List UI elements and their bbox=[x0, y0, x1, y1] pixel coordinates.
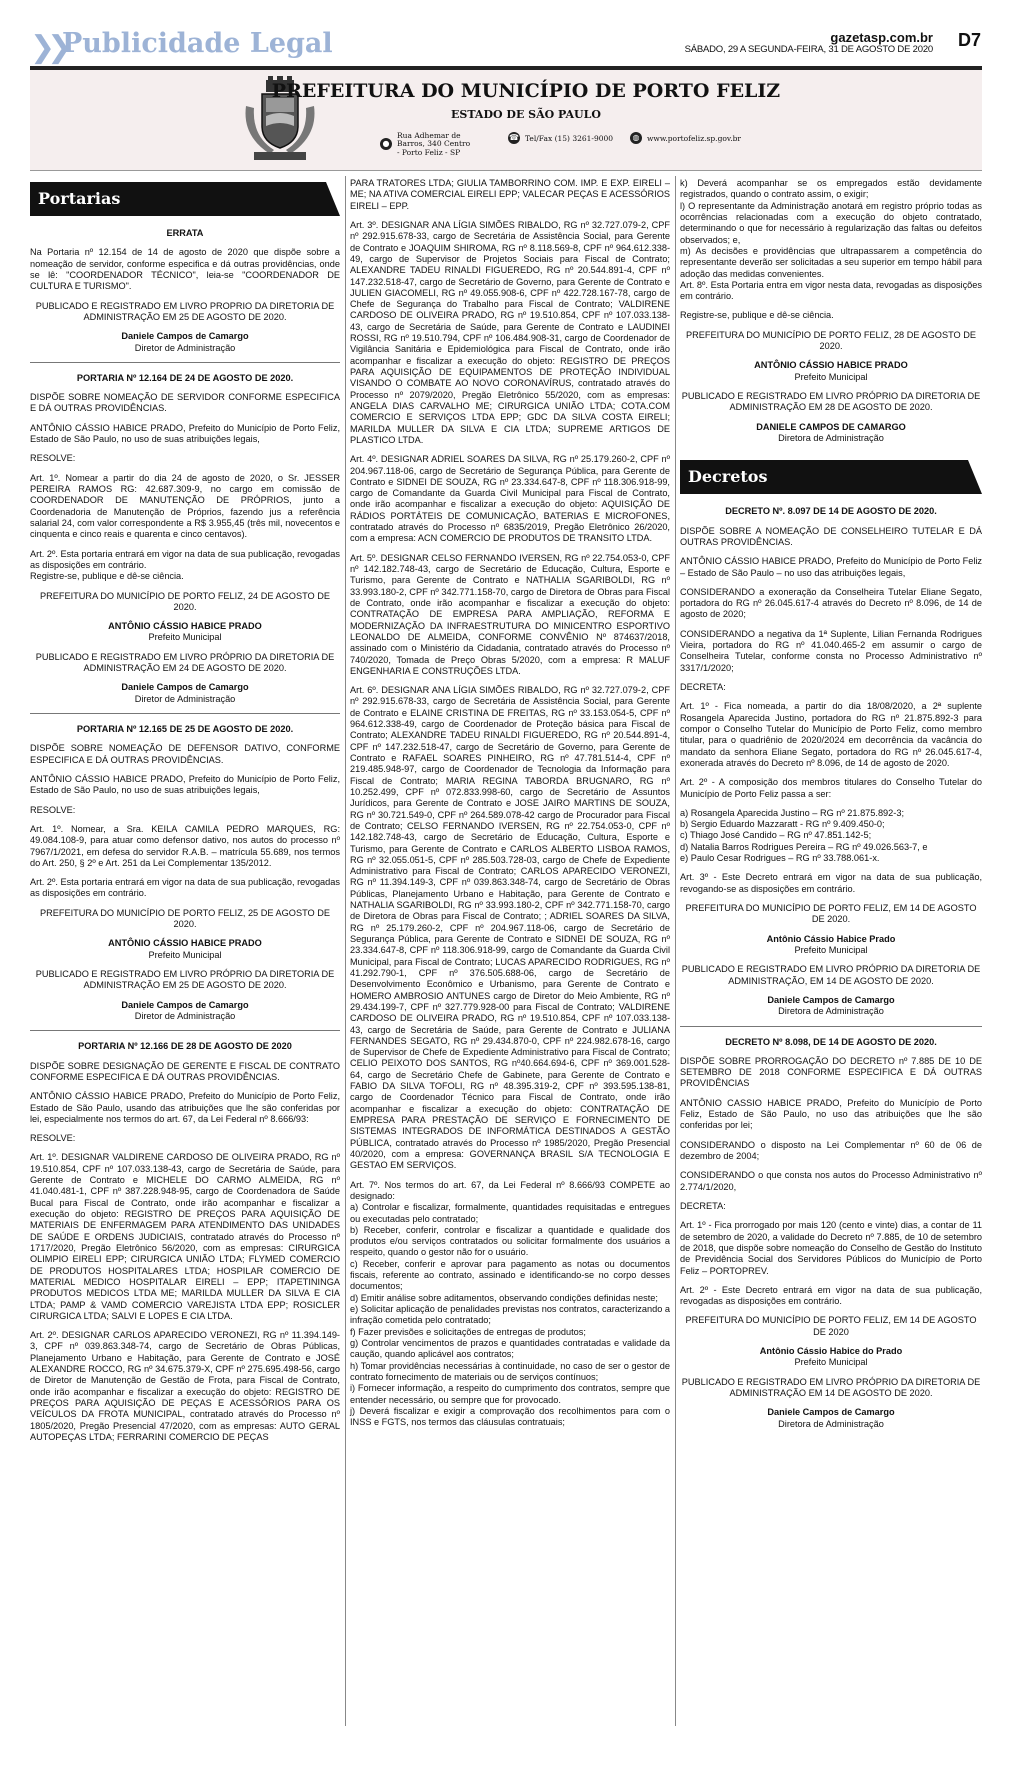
signatory-role: Diretora de Administração bbox=[778, 432, 884, 443]
considering: CONSIDERANDO a negativa da 1ª Suplente, Lilian Fernanda Rodrigues Vieira, portadora do RG nº 41.040.465-2 em assumir o cargo de Conselheira Tutelar, conforme consta no Processo Administrativo nº 3317/1/2020; bbox=[680, 628, 982, 673]
competence-list bbox=[350, 1202, 670, 1428]
list-item: d) Natalia Barros Rodrigues Pereira – RG nº 49.026.563-7, e bbox=[680, 841, 928, 852]
article: Art. 1º - Fica nomeada, a partir do dia 18/08/2020, a 2ª suplente Rosangela Aparecida Justino, portadora do RG nº 21.875.892-3 para compor o Conselho Tutelar do Município de Porto Feliz, como membro titular, para o quadriênio de 2020/2024 em decorrência da vacância do mandato da senhora Eliane Segato, portadora do RG nº 26.045.617-4, exonerada através do Decreto nº 8.096, de 14 de agosto de 2020. bbox=[680, 701, 982, 768]
phone-text: Tel/Fax (15) 3261-9000 bbox=[525, 133, 614, 143]
place-date: PREFEITURA DO MUNICÍPIO DE PORTO FELIZ, 24 DE AGOSTO DE 2020. bbox=[40, 590, 330, 612]
site-url: gazetasp.com.br bbox=[830, 30, 933, 45]
ementa: DISPÕE SOBRE A NOMEAÇÃO DE CONSELHEIRO TUTELAR E DÁ OUTRAS PROVIDÊNCIAS. bbox=[680, 525, 982, 547]
list-item: j) Deverá fiscalizar e exigir a comprovação dos recolhimentos para com o INSS e FGTS, nos termos das cláusulas contratuais; bbox=[350, 1405, 670, 1428]
list-item: a) Controlar e fiscalizar, formalmente, quantidades requisitadas e entregues ou executadas pelo contratado; bbox=[350, 1202, 670, 1224]
article: Art. 6º. DESIGNAR ANA LÍGIA SIMÕES RIBALDO, RG nº 32.727.079-2, CPF nº 292.915.678-33, cargo de Secretária de Assistência Social, para Gerente de Contrato e ELAINE CRISTINA DE FREITAS, RG nº 33.153.054-5, CPF nº 964.612.338-49, cargo de Coordenador de Proteção básica para Fiscal de Contrato; ALEXANDRE TADEU RINALDI FIGUEREDO, RG nº 20.544.891-4, CPF nº 147.232.518-47, cargo de Secretário de Governo, para Gerente de Contrato e RAFAEL SOARES PINHEIRO, RG nº 47.781.514-4, CPF nº 219.485.948-97, cargo de Coordenador de Tecnologia da Informação para Fiscal de Contrato; MARIA REGINA TABORDA BRUGNARO, RG nº 10.252.499, CPF nº 072.833.998-60, cargo de Secretário de Assuntos Jurídicos, para Gerente de Contrato e JOSE JAIRO MARTINS DE SOUZA, RG nº 30.721.549-0, CPF nº 264.589.078-42 cargo de Procurador para Fiscal de Contrato; CELSO FERNANDO IVERSEN, RG nº 22.754.053-0, CPF nº 142.182.748-43, cargo de Secretário de Educação, Cultura, Esporte e Turismo, para Gerente de Contrato e CARLOS ALBERTO LISBOA RAMOS, RG nº 32.055.051-5, CPF nº 285.503.728-03, cargo de Chefe de Expediente Administrativo para Fiscal de Contrato; CARLOS APARECIDO VERONEZI, RG nº 11.394.149-3, CPF nº 039.863.348-74, cargo de Secretário de Obras Públicas, Planejamento Urbano e Habitação, para Gerente de Contrato e NATHALIA SGARIBOLDI, RG nº 33.993.180-2, CPF nº 342.771.158-70, cargo de Diretora de Obras para Fiscal de Contrato; ; ADRIEL SOARES DA SILVA, RG nº 25.179.260-2, CPF nº 204.967.118-06, cargo de Secretário de Segurança Pública, para Gerente de Contrato e SIDNEI DE SOUZA, RG nº 23.334.647-8, CPF nº 118.306.918-99, cargo de Comandante da Guarda Civil Municipal, para Fiscal de Contrato; LUCAS APARECIDO RODRIGUES, RG nº 41.292.790-1, CPF nº 376.505.688-06, cargo de Secretário de Desenvolvimento Econômico e Urbanismo, para Gerente de Contrato e HOMERO AMBROSIO ANTUNES cargo de Diretor do Meio Ambiente, RG nº 29.434.199-7, CPF nº 327.779.928-00 para Fiscal de Contrato; VALDIRENE CARDOSO DE OLIVEIRA PRADO, RG nº 19.510.854, CPF nº 107.033.138-43, cargo de Secretária de Saúde, para Gerente de Contrato e JULIANA FERNANDES SEGATO, RG nº 29.434.870-0, CPF nº 224.982.678-16, cargo de Supervisor de Chefe de Expediente Administrativo para Fiscal de Contrato; CELIO PEIXOTO DOS SANTOS, RG nº40.664.694-6, CPF nº 369.001.528-64, cargo de Secretário Chefe de Gabinete, para Gerente de Contrato e FABIO DA SILVA TOFOLI, RG nº 48.395.319-2, CPF nº 393.595.138-81, cargo de Coordenador Técnico para Fiscal de Contrato, onde irão acompanhar e fiscalizar a execução do objeto: CONTRATAÇÃO DE EMPRESA PARA PRESTAÇÃO DE SERVIÇO E FORNECIMENTO DE SISTEMAS INTEGRADOS DE INFORMÁTICA DESTINADOS A GESTÃO PÚBLICA, contratado através do Processo nº 1985/2020, Pregão Presencial 40/2020, com a empresa: GOVERNANÇA BRASIL S/A TECNOLOGIA E GESTAO EM SERVIÇOS. bbox=[350, 685, 670, 1171]
article: Art. 3º. DESIGNAR ANA LÍGIA SIMÕES RIBALDO, RG nº 32.727.079-2, CPF nº 292.915.678-33, cargo de Secretária de Assistência Social, para Gerente de Contrato e JOAQUIM SHIROMA, RG nº 8.118.569-8, CPF nº 964.612.338-49, cargo de Supervisor de Projetos Sociais para Fiscal de Contrato; ALEXANDRE TADEU RINALDI FIGUEREDO, RG nº 20.544.891-4, CPF nº 147.232.518-47, cargo de Secretário de Governo, para Gerente de Contrato e JULIEN GIACOMELI, RG nº 49.055.908-6, CPF nº 422.728.167-78, cargo de Chefe de Segurança do Trabalho para Fiscal de Contrato; VALDIRENE CARDOSO DE OLIVEIRA PRADO, RG nº 19.510.854, CPF nº 107.033.138-43, cargo de Secretária de Saúde, para Gerente de Contrato e LAUDINEI ROSSI, RG nº 19.510.794, CPF nº 106.484.908-31, cargo de Coordenador de Vigilância Sanitária e Epidemiológica para Fiscal de Contrato, onde irão acompanhar e fiscalizar a execução do objeto: REGISTRO DE PREÇOS PARA AQUISIÇÃO DE EQUIPAMENTOS DE PROTEÇÃO INDIVIDUAL VISANDO O COMBATE AO NOVO CORONAVÍRUS, contratado através do Processo nº 2079/2020, Pregão Eletrônico 55/2020, com as empresas: ANGELA DIAS CARVALHO ME; CIRURGICA UNIÃO LTDA; COTA.COM COMERCIO E SERVIÇOS LTDA EPP; GDC DA SILVA COSTA EIRELI; MARILDA MULLER DA SILVA E CIA LTDA; SUPREME ARTIGOS DE PLASTICO LTDA. bbox=[350, 219, 670, 445]
portaria-title: PORTARIA Nº 12.164 DE 24 DE AGOSTO DE 2020. bbox=[76, 372, 294, 383]
website-text[interactable]: www.portofeliz.sp.gov.br bbox=[647, 133, 741, 143]
list-item: b) Sergio Eduardo Mazzaratt - RG nº 9.409.450-0; bbox=[680, 819, 885, 830]
list-item: e) Solicitar aplicação de penalidades previstas nos contratos, caracterizando a infração cometida pelo contratado; bbox=[350, 1304, 670, 1326]
list-item: m) As decisões e providências que ultrapassarem a competência do representante deverão ser solicitadas a seu superior em tempo hábil para adoção das medidas convenientes. bbox=[680, 245, 982, 279]
divider bbox=[30, 362, 340, 363]
resolve: RESOLVE: bbox=[30, 1133, 76, 1144]
list-item: h) Tomar providências necessárias à continuidade, no caso de ser o gestor de contrato fornecimento de materiais ou de serviços contínuos; bbox=[350, 1360, 670, 1382]
mayor-role: Prefeito Municipal bbox=[794, 371, 868, 382]
decreta: DECRETA: bbox=[680, 682, 726, 692]
chevrons-icon: ❯❯ bbox=[30, 30, 65, 65]
errata-title: ERRATA bbox=[166, 228, 204, 238]
prefeitura-banner bbox=[30, 66, 982, 171]
divider bbox=[30, 1030, 340, 1031]
place-date: PREFEITURA DO MUNICÍPIO DE PORTO FELIZ, 28 DE AGOSTO DE 2020. bbox=[686, 329, 976, 352]
considering: CONSIDERANDO o disposto na Lei Complementar nº 60 de 06 de dezembro de 2004; bbox=[680, 1139, 982, 1161]
resolve: RESOLVE: bbox=[30, 804, 76, 815]
article-continuation: PARA TRATORES LTDA; GIULIA TAMBORRINO COM. IMP. E EXP. EIRELI – ME; NA ATIVA COMERCIAL EIRELI EPP; VALECAR PEÇAS E ACESSÓRIOS EIRELI – EPP. bbox=[350, 178, 670, 211]
column-divider bbox=[675, 176, 676, 1726]
signatory-role: Diretor de Administração bbox=[134, 693, 236, 704]
list-item: f) Fazer previsões e solicitações de entregas de produtos; bbox=[350, 1326, 586, 1337]
resolve: RESOLVE: bbox=[30, 453, 76, 464]
signatory-name: Daniele Campos de Camargo bbox=[121, 331, 249, 342]
article: Art. 1º - Fica prorrogado por mais 120 (cento e vinte) dias, a contar de 11 de setembro de 2020, a validade do Decreto nº 7.885, de 10 de setembro de 2018, que dispõe sobre nomeação do Conselho de Gestão do Instituto de Previdência Social dos Servidores Públicos do Município de Porto Feliz – PORTOPREV. bbox=[680, 1220, 982, 1276]
mayor-name: ANTÔNIO CÁSSIO HABICE PRADO bbox=[754, 360, 908, 371]
signatory-role: Diretor de Administração bbox=[134, 342, 236, 353]
registration-note: PUBLICADO E REGISTRADO EM LIVRO PRÓPRIO DA DIRETORIA DE ADMINISTRAÇÃO EM 24 DE AGOSTO DE 2020. bbox=[35, 651, 335, 674]
ementa: DISPÕE SOBRE NOMEAÇÃO DE DEFENSOR DATIVO, CONFORME ESPECIFICA E DÁ OUTRAS PROVIDÊNCIAS. bbox=[30, 743, 340, 765]
divider bbox=[30, 713, 340, 714]
list-item: Art. 8º. Esta Portaria entra em vigor nesta data, revogadas as disposições em contrário. bbox=[680, 279, 982, 302]
ementa: DISPÕE SOBRE PRORROGAÇÃO DO DECRETO nº 7.885 DE 10 DE SETEMBRO DE 2018 CONFORME ESPECIFICA E DÁ OUTRAS PROVIDÊNCIAS bbox=[680, 1055, 982, 1089]
mayor-role: Prefeito Municipal bbox=[794, 1357, 868, 1368]
phone-block bbox=[508, 132, 613, 144]
preamble: ANTÔNIO CÁSSIO HABICE PRADO, Prefeito do Município de Porto Feliz, Estado de São Paulo, usando das atribuições que lhe são conferidas por lei, especialmente nos termos do art. 67, da Lei Federal nº 8.666/93: bbox=[30, 1091, 340, 1124]
place-date: PREFEITURA DO MUNICÍPIO DE PORTO FELIZ, EM 14 DE AGOSTO DE 2020 bbox=[685, 1315, 977, 1337]
list-item: d) Emitir análise sobre aditamentos, observando condições definidas neste; bbox=[350, 1292, 658, 1303]
column-divider bbox=[345, 176, 346, 1726]
council-members-list bbox=[680, 808, 982, 865]
globe-icon: ◍ bbox=[630, 132, 642, 144]
article: Art. 5º. DESIGNAR CELSO FERNANDO IVERSEN, RG nº 22.754.053-0, CPF nº 142.182.748-43, cargo de Secretário de Educação, Cultura, Esporte e Turismo, para Gerente de Contrato e NATHALIA SGARIBOLDI, RG nº 33.993.180-2, CPF nº 342.771.158-70, cargo de Diretora de Obras para Fiscal de Contrato, onde irão acompanhar e fiscalizar a execução do objeto: CONTRATAÇÃO DE EMPRESA PARA AMPLIAÇÃO, REFORMA E MODERNIZAÇÃO DA INFRAESTRUTURA DO MINICENTRO ESPORTIVO LEONALDO DE ALMEIDA, CONFORME CONVÊNIO Nº 874637/2018, assinado com o Ministério da Cidadania, contratado através do Processo nº 740/2020, Tomada de Preço Obras 5/2020, com a empresa: R MALUF ENGENHARIA E CONSTRUÇÕES LTDA. bbox=[350, 552, 670, 676]
preamble: ANTÔNIO CÁSSIO HABICE PRADO, Prefeito do Município de Porto Feliz – Estado de São Paulo – no uso das atribuições legais, bbox=[680, 556, 982, 578]
website-block bbox=[630, 132, 741, 144]
portaria-title: PORTARIA Nº 12.166 DE 28 DE AGOSTO DE 2020 bbox=[78, 1041, 292, 1052]
page-number: D7 bbox=[957, 30, 981, 50]
decreta: DECRETA: bbox=[680, 1200, 726, 1211]
signatory-role: Diretor de Administração bbox=[134, 1010, 236, 1021]
article: Art. 4º. DESIGNAR ADRIEL SOARES DA SILVA, RG nº 25.179.260-2, CPF nº 204.967.118-06, cargo de Secretário de Segurança Pública, para Gerente de Contrato e SIDNEI DE SOUZA, RG nº 23.334.647-8, CPF nº 118.306.918-99, cargo de Comandante da Guarda Civil Municipal para Fiscal de Contrato, onde irão acompanhar e fiscalizar a execução do objeto: AQUISIÇÃO DE RÁDIOS PORTÁTEIS DE COMUNICAÇÃO, BATERIAS E MICROFONES, contratado através do Processo nº 6835/2019, Pregão Eletrônico 26/2020, com a empresa: ACN COMERCIO DE PRODUTOS DE TRANSITO LTDA. bbox=[350, 454, 670, 544]
article: Art. 2º - A composição dos membros titulares do Conselho Tutelar do Município de Porto Feliz passa a ser: bbox=[680, 777, 982, 799]
ementa: DISPÕE SOBRE NOMEAÇÃO DE SERVIDOR CONFORME ESPECIFICA E DÁ OUTRAS PROVIDÊNCIAS. bbox=[30, 392, 340, 414]
decree-title: DECRETO Nº. 8.097 DE 14 DE AGOSTO DE 2020. bbox=[725, 506, 937, 517]
article: Art. 7º. Nos termos do art. 67, da Lei Federal nº 8.666/93 COMPETE ao designado: bbox=[350, 1179, 670, 1201]
column-1 bbox=[30, 178, 340, 1451]
competence-list-continued bbox=[680, 178, 982, 302]
list-item: k) Deverá acompanhar se os empregados estão devidamente registrados, quando o contrato assim, o exigir; bbox=[680, 178, 982, 200]
article: Art. 3º - Este Decreto entrará em vigor na data de sua publicação, revogando-se as disposições em contrário. bbox=[680, 872, 982, 894]
address-text: Rua Adhemar de Barros, 340 Centro - Porto Feliz - SP bbox=[397, 131, 471, 157]
place-date: PREFEITURA DO MUNICÍPIO DE PORTO FELIZ, EM 14 DE AGOSTO DE 2020. bbox=[685, 903, 977, 925]
publish-note: Registre-se, publique e dê-se ciência. bbox=[680, 310, 834, 321]
preamble: ANTÔNIO CÁSSIO HABICE PRADO, Prefeito do Município de Porto Feliz, Estado de São Paulo, no uso de suas atribuições legais, bbox=[30, 422, 340, 445]
place-date: PREFEITURA DO MUNICÍPIO DE PORTO FELIZ, 25 DE AGOSTO DE 2020. bbox=[40, 907, 330, 930]
registration-note: PUBLICADO E REGISTRADO EM LIVRO PRÓPRIO DA DIRETORIA DE ADMINISTRAÇÃO EM 25 DE AGOSTO DE 2020. bbox=[35, 969, 335, 991]
section-header-decretos: Decretos bbox=[680, 460, 982, 494]
registration-note: PUBLICADO E REGISTRADO EM LIVRO PRÓPRIO DA DIRETORIA DE ADMINISTRAÇÃO EM 28 DE AGOSTO DE 2020. bbox=[681, 391, 981, 413]
errata-body: Na Portaria nº 12.154 de 14 de agosto de 2020 que dispõe sobre a nomeação de servidor, conforme especifica e dá outras providências, onde se lê: "COORDENADOR TÉCNICO", leia-se "COORDENADOR DE CULTURA E TURISMO". bbox=[30, 247, 340, 292]
list-item: i) Fornecer informação, a respeito do cumprimento dos contratos, sempre que entender necessário, ou sempre que for provocado. bbox=[350, 1383, 670, 1405]
mayor-role: Prefeito Municipal bbox=[148, 632, 222, 643]
registration-note: PUBLICADO E REGISTRADO EM LIVRO PRÓPRIO DA DIRETORIA DE ADMINISTRAÇÃO, EM 14 DE AGOSTO DE 2020. bbox=[681, 964, 981, 986]
preamble: ANTÔNIO CASSIO HABICE PRADO, Prefeito do Município de Porto Feliz, Estado de São Paulo, no uso das atribuições que lhe são conferidas por lei; bbox=[680, 1097, 982, 1131]
section-header-portarias: Portarias bbox=[30, 182, 340, 216]
article: Art. 2º - Este Decreto entrará em vigor na data de sua publicação, revogadas as disposições em contrário. bbox=[680, 1284, 982, 1307]
article: Art. 2º. DESIGNAR CARLOS APARECIDO VERONEZI, RG nº 11.394.149-3, CPF nº 039.863.348-74, cargo de Secretário de Obras Públicas, Planejamento Urbano e Habitação, para Gerente de Contrato e JOSÉ ALEXANDRE ROCCO, RG nº 34.675.379-X, CPF nº 275.695.498-56, cargo de Diretor de Manutenção de Gestão de Frota, para Fiscal de Contrato, onde irão acompanhar e fiscalizar a execução do objeto: REGISTRO DE PREÇOS PARA AQUISIÇÃO DE PEÇAS E ACESSÓRIOS PARA OS VEÍCULOS DA FROTA MUNICIPAL, contratado através do Processo nº 1805/2020, Pregão Presencial 47/2020, com as empresas: AUTO GERAL AUTOPEÇAS LTDA; FERRARINI COMERCIO DE PEÇAS bbox=[30, 1330, 340, 1442]
article: Art. 1º. DESIGNAR VALDIRENE CARDOSO DE OLIVEIRA PRADO, RG nº 19.510.854, CPF nº 107.033.138-43, cargo de Secretária de Saúde, para Gerente de Contrato e MICHELE DO CARMO ALMEIDA, RG nº 41.040.481-1, CPF nº 387.228.948-95, cargo de Coordenadora de Saúde Bucal para Fiscal de Contrato, onde irão acompanhar e fiscalizar a execução do objeto: REGISTRO DE PREÇOS PARA AQUISIÇÃO DE MATERIAIS DE ENFERMAGEM PARA ATENDIMENTO DAS UNIDADES DE SAÚDE E ORDENS JUDICIAIS, contratado através do Processo nº 1717/2020, Pregão Eletrônico 56/2020, com as empresas: CIRURGICA OLIMPIO EIRELI EPP; CIRURGICA UNIÃO LTDA; FLYMED COMERCIO DE PRODUTOS HOSPITALARES LTDA; HOSPILAR COMERCIO DE MATERIAL MEDICO HOSPITALAR EIRELI – EPP; ITAPETININGA PRODUTOS MEDICOS LTDA ME; MARILDA MULLER DA SILVA E CIA LTDA; PAMP & VAMD COMERCIO VAREJISTA LTDA EPP; ROSICLER CIRURGICA LTDA; SALVI E LOPES E CIA LTDA. bbox=[30, 1152, 340, 1321]
mayor-name: ANTÔNIO CÁSSIO HABICE PRADO bbox=[108, 621, 262, 632]
mayor-name: Antônio Cássio Habice Prado bbox=[766, 933, 896, 944]
decree-title: DECRETO Nº 8.098, DE 14 DE AGOSTO DE 2020. bbox=[725, 1036, 937, 1047]
divider bbox=[680, 1026, 982, 1027]
list-item: b) Receber, conferir, controlar e fiscalizar a quantidade e qualidade dos produtos e/ou serviços contratados ou solicitar formalmente dos usuários a respeito, quando o gestor não for o usuário. bbox=[350, 1224, 670, 1258]
address-block bbox=[380, 132, 471, 157]
signatory-name: Daniele Campos de Camargo bbox=[767, 1407, 895, 1418]
article: Art. 2º. Esta portaria entrará em vigor na data de sua publicação, revogadas as disposições em contrário. bbox=[30, 877, 340, 899]
list-item: c) Thiago José Candido – RG nº 47.851.142-5; bbox=[680, 830, 872, 841]
signatory-role: Diretora de Administração bbox=[778, 1006, 884, 1017]
article: Art. 1º. Nomear, a Sra. KEILA CAMILA PEDRO MARQUES, RG: 49.084.108-9, para atuar como defensor dativo, nos autos do processo nº 7967/1/2021, em defesa do servidor R.A.B. – matrícula 55.689, nos termos do Art. 250, § 2º e Art. 251 da Lei Complementar 135/2012. bbox=[30, 823, 340, 868]
preamble: ANTÔNIO CÁSSIO HABICE PRADO, Prefeito do Município de Porto Feliz, Estado de São Paulo, no uso de suas atribuições legais, bbox=[30, 773, 340, 796]
list-item: e) Paulo Cesar Rodrigues – RG nº 33.788.061-x. bbox=[680, 853, 880, 864]
dateline: SÁBADO, 29 A SEGUNDA-FEIRA, 31 DE AGOSTO DE 2020 bbox=[684, 44, 933, 55]
signatory-role: Diretora de Administração bbox=[778, 1418, 884, 1429]
location-icon: ● bbox=[380, 138, 392, 150]
org-name: PREFEITURA DO MUNICÍPIO DE PORTO FELIZ bbox=[271, 80, 781, 102]
mayor-name: Antônio Cássio Habice do Prado bbox=[759, 1346, 903, 1357]
column-3 bbox=[680, 178, 982, 1430]
considering: CONSIDERANDO o que consta nos autos do Processo Administrativo nº 2.774/1/2020, bbox=[680, 1170, 982, 1192]
article: Art. 1º. Nomear a partir do dia 24 de agosto de 2020, o Sr. JESSER PEREIRA RAMOS RG: 42.687.309-9, no cargo em comissão de COORDENADOR DE MANUTENÇÃO DE PRÓPRIOS, junto a Coordenadoria de Manutenção de Próprios, fazendo jus a referência salarial 24, com valor correspondente a R$ 3.955,45 (três mil, novecentos e cinquenta e cinco reais e quarenta e cinco centavos). bbox=[30, 472, 340, 540]
portaria-title: PORTARIA Nº 12.165 DE 25 DE AGOSTO DE 2020. bbox=[76, 724, 294, 734]
list-item: c) Receber, conferir e aprovar para pagamento as notas ou documentos fiscais, referente ao contrato, assinado e identificando-se no corpo desses documentos; bbox=[350, 1258, 670, 1292]
signatory-name: Daniele Campos de Camargo bbox=[767, 994, 895, 1005]
registration-note: PUBLICADO E REGISTRADO EM LIVRO PRÓPRIO DA DIRETORIA DE ADMINISTRAÇÃO EM 14 DE AGOSTO DE 2020. bbox=[681, 1376, 981, 1398]
signatory-name: Daniele Campos de Camargo bbox=[121, 999, 249, 1010]
section-title: Publicidade Legal bbox=[62, 28, 333, 59]
list-item: g) Controlar vencimentos de prazos e quantidades contratadas e validade da caução, quando aplicável aos contratos; bbox=[350, 1337, 670, 1360]
list-item: l) O representante da Administração anotará em registro próprio todas as ocorrências relacionadas com a execução do objeto contratado, determinando o que for necessário à regularização das faltas ou defeitos observados; e, bbox=[680, 200, 982, 245]
mayor-name: ANTÔNIO CÁSSIO HABICE PRADO bbox=[108, 938, 262, 949]
phone-icon: ☎ bbox=[509, 133, 519, 142]
considering: CONSIDERANDO a exoneração da Conselheira Tutelar Eliane Segato, portadora do RG nº 26.045.617-4 através do Decreto nº 8.096, de 14 de agosto de 2020; bbox=[680, 586, 982, 620]
masthead bbox=[0, 0, 1011, 65]
ementa: DISPÕE SOBRE DESIGNAÇÃO DE GERENTE E FISCAL DE CONTRATO CONFORME ESPECIFICA E DÁ OUTRAS PROVIDÊNCIAS. bbox=[30, 1060, 340, 1082]
list-item: a) Rosangela Aparecida Justino – RG nº 21.875.892-3; bbox=[680, 807, 904, 818]
publish-note: Registre-se, publique e dê-se ciência. bbox=[30, 571, 184, 582]
registration-note: PUBLICADO E REGISTRADO EM LIVRO PROPRIO DA DIRETORIA DE ADMINISTRAÇÃO EM 25 DE AGOSTO DE 2020. bbox=[35, 300, 335, 322]
org-state: ESTADO DE SÃO PAULO bbox=[451, 108, 601, 121]
column-2 bbox=[350, 178, 670, 1436]
signatory-name: DANIELE CAMPOS DE CAMARGO bbox=[756, 421, 906, 432]
signatory-name: Daniele Campos de Camargo bbox=[121, 682, 249, 693]
mayor-role: Prefeito Municipal bbox=[148, 949, 222, 960]
mayor-role: Prefeito Municipal bbox=[794, 944, 868, 955]
article: Art. 2º. Esta portaria entrará em vigor na data de sua publicação, revogadas as disposições em contrário. bbox=[30, 548, 340, 570]
